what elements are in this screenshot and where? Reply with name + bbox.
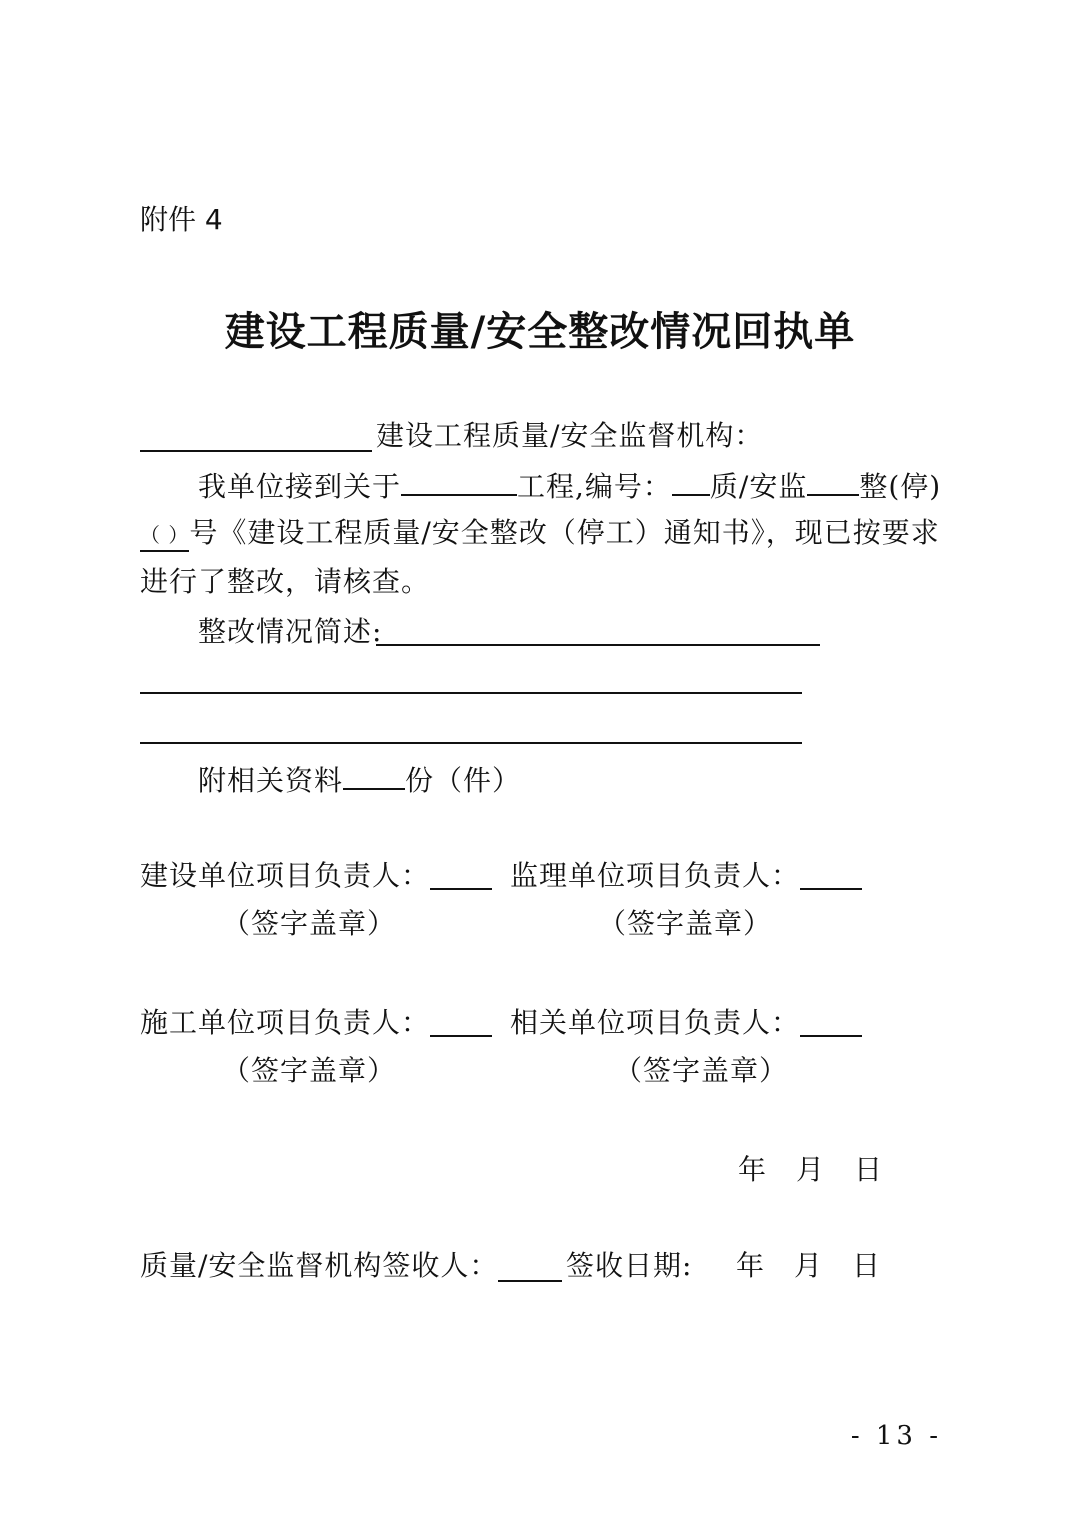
quality-code-blank[interactable] [672,464,710,496]
receipt-date-year: 年 [736,1249,766,1282]
related-seal-note: （签字盖章） [614,1054,789,1087]
receiver-signature-blank[interactable] [498,1280,562,1282]
attachments-label: 附相关资料 [198,764,344,797]
summary-label: 整改情况简述: [198,615,383,648]
receipt-date-label: 签收日期: [566,1249,693,1282]
signature-date-month: 月 [796,1153,826,1186]
owner-seal-note: （签字盖章） [222,907,397,940]
signature-date-year: 年 [738,1153,768,1186]
receipt-date-month: 月 [794,1249,824,1282]
owner-signature-blank[interactable] [430,888,492,890]
contractor-seal-note: （签字盖章） [222,1054,397,1087]
addressee-label: 建设工程质量/安全监督机构： [376,419,764,452]
notice-paragraph-line-1 [198,464,941,507]
attachments-unit: 份（件） [405,764,522,797]
contractor-signature-label: 施工单位项目负责人： [140,1006,431,1039]
owner-signature-label: 建设单位项目负责人： [140,859,431,892]
notice-text-1: 我单位接到关于 [198,470,402,503]
notice-paragraph-line-2 [140,513,940,553]
receiver-label: 质量/安全监督机构签收人： [140,1249,499,1282]
notice-paragraph-line-3: 进行了整改，请核查。 [140,565,431,598]
addressee-blank[interactable] [140,450,372,452]
attachments-line [198,758,521,801]
project-name-blank[interactable] [401,464,517,496]
notice-code-blank[interactable] [807,464,859,496]
related-signature-label: 相关单位项目负责人： [510,1006,801,1039]
notice-number-blank[interactable]: （ ） [140,520,189,552]
notice-text-3: 质/安监 [709,470,808,503]
summary-blank-2[interactable] [140,692,802,694]
supervision-signature-blank[interactable] [800,888,862,890]
related-signature-blank[interactable] [800,1035,862,1037]
notice-text-5: 号《建设工程质量/安全整改（停工）通知书》，现已按要求 [189,516,940,549]
page-title: 建设工程质量/安全整改情况回执单 [224,309,856,355]
receipt-date-day: 日 [852,1249,882,1282]
supervision-seal-note: （签字盖章） [598,907,773,940]
attachments-count-blank[interactable] [343,758,405,790]
summary-blank-3[interactable] [140,742,802,744]
signature-date-day: 日 [854,1153,884,1186]
page-number: - 13 - [850,1421,942,1451]
summary-blank-1[interactable] [376,644,820,646]
notice-text-2: 工程,编号： [517,470,672,503]
notice-text-4: 整(停) [859,470,942,503]
contractor-signature-blank[interactable] [430,1035,492,1037]
attachment-label: 附件 4 [140,203,223,236]
supervision-signature-label: 监理单位项目负责人： [510,859,801,892]
